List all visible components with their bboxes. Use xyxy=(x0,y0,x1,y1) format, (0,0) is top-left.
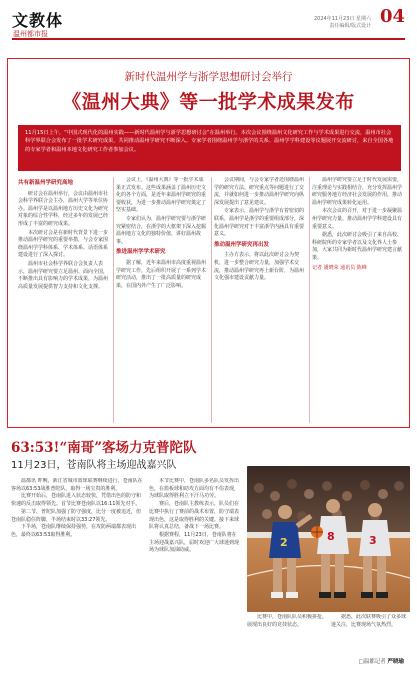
basketball-game-illustration xyxy=(247,466,410,612)
story-byline xyxy=(359,657,404,665)
svg-text:3: 3 xyxy=(369,534,377,547)
section-title: 文教体 xyxy=(12,11,64,30)
paragraph: 据悉，此次研讨会吸引了来自高校、科研院所的专家学者以及文化界人士参加，大家共同为新时代温州学研究建言献策。 xyxy=(312,232,402,261)
byline-name: 严晓瑜 xyxy=(387,659,404,665)
paragraph: 赛后，苍南队主教练表示，队员们在比赛中执行了赛前的战术布置，防守端表现出色，这是取得胜利的关键。接下来球队将认真总结，备战下一场比赛。 xyxy=(149,501,240,531)
newspaper-name: 温州都市报 xyxy=(13,30,48,38)
story-column-middle xyxy=(149,478,241,664)
paragraph: 温都讯 昨晚，浙江省城市篮球联赛继续进行，苍南队在客场以63:53战胜普陀队，取得一场宝贵的胜利。 xyxy=(11,478,143,492)
paragraph: 研讨会在温州举行，会议由温州市社会科学界联合会主办，温州大学等单位协办。温州学是以温州地方历史文化为研究对象的综合性学科，经过多年的发展已经形成了丰富的研究成果。 xyxy=(18,190,108,227)
paragraph: 温州市社会科学界联合会负责人表示，温州学研究要立足温州、面向全国，不断推出具有影响力的学术成果，为温州高质量发展提供智力支持和文化支撑。 xyxy=(18,260,108,290)
paragraph: 专家表示，温州学与浙学有着密切的联系，温州学是浙学的重要组成部分，深化温州学研究对于丰富浙学内涵具有重要意义。 xyxy=(214,208,304,238)
article-column-3 xyxy=(214,177,304,423)
paragraph: 第二节，普陀队加强了防守强度，比分一度被追近，但苍南队稳住阵脚，半场结束时以33:27领先。 xyxy=(11,508,142,523)
paragraph: 根据赛程，11月23日，苍南队将在主场迎战嘉兴队，届时欢迎广大球迷到现场为球队加油助威。 xyxy=(149,531,240,554)
article-column-1 xyxy=(18,177,108,423)
basketball-photo xyxy=(247,466,410,612)
paragraph: 比赛开始后，苍南队进入状态较快，凭借出色的防守和快速的反击取得领先。首节比赛苍南队以16:11领先对手。 xyxy=(11,493,142,508)
paragraph: 据了解，近年来温州市高度重视温州学研究工作，先后组织开展了一系列学术研究活动，推出了一批高质量的研究成果，在国内外产生了广泛影响。 xyxy=(116,259,206,289)
paragraph: 本节比赛中，苍南队多名队员发挥出色，在篮板球和助攻方面均有不俗表现，为球队取得胜利立下汗马功劳。 xyxy=(149,478,240,500)
paragraph: 专家们认为，温州学研究要与浙学研究紧密结合，在浙学的大框架下深入挖掘温州地方文化的独特价值，讲好温州故事。 xyxy=(116,215,206,245)
story-subheadline: 11月23日，苍南队将主场迎战嘉兴队 xyxy=(11,460,177,471)
article-byline: 记者 潘晓荣 通讯员 陈峰 xyxy=(312,264,367,271)
editor-line: 责任编辑/版式设计 xyxy=(329,23,371,29)
story-column-right-left xyxy=(247,614,327,660)
masthead xyxy=(12,6,405,40)
paragraph: 温州学研究要立足于时代发展需要，注重理论与实践相结合，充分发挥温州学研究服务地方经济社会发展的作用，推动温州学研究成果转化运用。 xyxy=(312,177,402,206)
byline-label: □温都记者 xyxy=(358,659,386,665)
article-kicker: 新时代温州学与浙学思想研讨会举行 xyxy=(124,71,293,83)
page-number: 04 xyxy=(379,6,405,27)
paragraph: 会议期间，与会专家学者还围绕温州学的研究方法、研究重点等问题进行了交流，并就如何进一步推动温州学研究向纵深发展提出了意见建议。 xyxy=(214,177,304,206)
story-headline: 63:53!“南哥”客场力克普陀队 xyxy=(11,440,197,456)
paragraph: 会议上，《温州大典》等一批学术成果正式发布。这些成果涵盖了温州历史文化的各个方面，是近年来温州学研究的重要收获，为进一步推动温州学研究奠定了坚实基础。 xyxy=(116,177,206,214)
column-subhead: 共有新温州学研究高地 xyxy=(18,180,74,186)
column-subhead: 推进温州学学术研究 xyxy=(116,249,166,256)
svg-text:2: 2 xyxy=(280,536,288,549)
paragraph: 本次研讨会是在新时代背景下进一步推动温州学研究的重要举措，与会专家围绕温州学学科体系、学术体系、话语体系建设进行了深入探讨。 xyxy=(18,229,108,259)
svg-text:8: 8 xyxy=(327,530,335,543)
column-divider xyxy=(113,177,114,423)
column-subhead: 推动温州学研究再出发 xyxy=(214,241,270,248)
article-column-2 xyxy=(116,177,206,423)
featured-article xyxy=(7,58,410,428)
article-columns xyxy=(18,177,401,423)
column-divider xyxy=(211,177,212,423)
article-headline: 《温州大典》等一批学术成果发布 xyxy=(62,91,355,113)
article-column-4 xyxy=(312,177,402,423)
story-column-left xyxy=(11,478,144,664)
sports-article xyxy=(7,436,410,668)
paragraph: 主办方表示，将以此次研讨会为契机，进一步整合研究力量，加强学术交流，推动温州学研究再上新台阶，为温州文化强市建设贡献力量。 xyxy=(214,252,304,282)
column-divider xyxy=(309,177,310,423)
article-lead: 11月15日上午，“中国式现代化的温州实践——新时代温州学与浙学思想研讨会”在温州举行。本次会议围绕温州文化研究工作与学术成果进行交流，温州市社会科学界联合会发布了一批学术研究成果，共同推动温州学研究不断深入。专家学者围绕温州学与浙学的关系、温州学学科建设等议题展开交流研讨，来自全国各地的专家学者和温州本地文化研究工作者参加会议。 xyxy=(18,125,401,171)
paragraph: 本次会议的召开，对于进一步凝聚温州学研究力量、推动温州学学科建设具有重要意义。 xyxy=(312,208,402,230)
story-column-right-right xyxy=(331,614,410,654)
paragraph: 据悉，此次联赛吸引了众多球迷关注，比赛现场气氛热烈。 xyxy=(331,614,407,628)
date-line: 2024年11月23日 星期六 xyxy=(313,16,371,22)
paragraph: 下半场，苍南队继续保持强势，在攻防两端都表现出色，最终以63:53取得胜利。 xyxy=(11,524,137,538)
date-block xyxy=(314,16,371,30)
photo-caption: 比赛中，苍南队队员积极拼抢，展现出良好的竞技状态。 xyxy=(247,614,327,628)
